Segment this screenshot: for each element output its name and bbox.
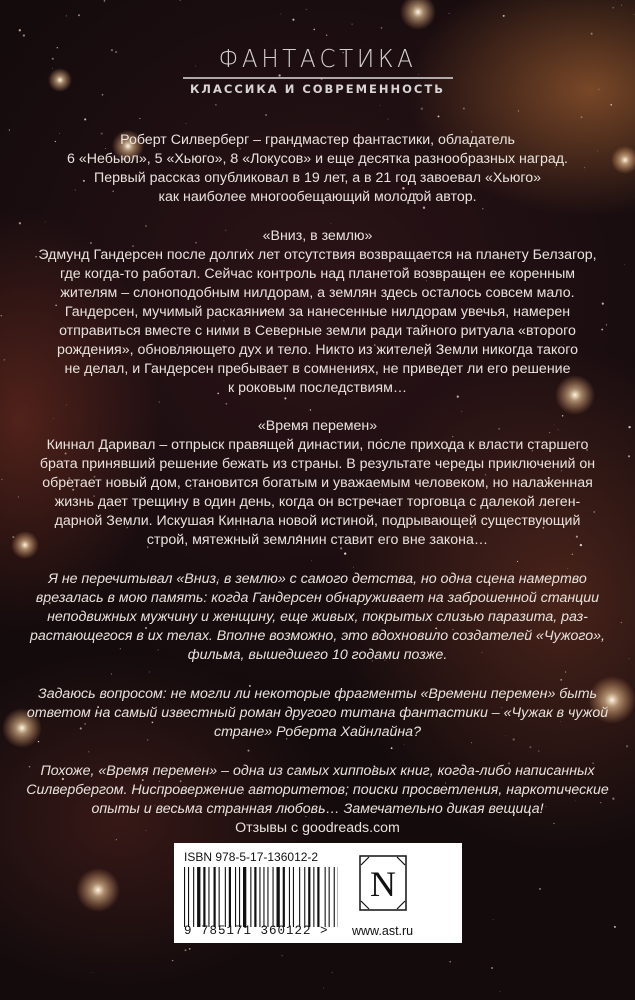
book2-title: «Время перемен» bbox=[257, 418, 378, 434]
book2-annotation bbox=[10, 417, 625, 550]
review-line: Похоже, «Время перемен» – одна из самых хипповых книг, когда-либо написанных bbox=[40, 763, 595, 779]
review-quote-1 bbox=[10, 570, 625, 665]
series-header bbox=[0, 44, 635, 96]
series-subtitle: КЛАССИКА И СОВРЕМЕННОСТЬ bbox=[190, 82, 445, 96]
series-title: ФАНТАСТИКА bbox=[218, 44, 417, 73]
book2-line: строй, мятежный землянин ставит его вне закона… bbox=[146, 532, 489, 548]
review-line: Я не перечитывал «Вниз, в землю» с самого детства, но одна сцена намертво bbox=[48, 571, 587, 587]
book2-line: Киннал Даривал – отпрыск правящей династии, после прихода к власти старшего bbox=[46, 437, 589, 453]
book1-line: отправиться вместе с ними в Северные земли ради тайного ритуала «второго bbox=[59, 323, 576, 339]
book1-line: где когда-то работал. Сейчас контроль над планетой возвращен ее коренным bbox=[59, 266, 576, 282]
book1-line: жителям – слоноподобным нилдорам, а землян здесь осталось совсем мало. bbox=[60, 285, 575, 301]
barcode-digits: 9 785171 360122 > bbox=[184, 924, 329, 938]
review-line: Силвербергом. Ниспровержение авторитетов; поиски просветления, наркотические bbox=[26, 782, 609, 798]
isbn-number: ISBN 978-5-17-136012-2 bbox=[184, 850, 319, 864]
review-line: неподвижных мужчину и женщину, еще живых, покрытых слизью паразита, раз- bbox=[47, 609, 588, 625]
intro-line: Роберт Силверберг – грандмастер фантастики, обладатель bbox=[120, 132, 515, 148]
publisher-logo bbox=[359, 855, 407, 911]
review-line: Задаюсь вопросом: не могли ли некоторые фрагменты «Времени перемен» быть bbox=[37, 686, 598, 702]
book2-line: обретает новый дом, становится богатым и уважаемым человеком, но налаженная bbox=[42, 475, 593, 491]
review-quote-3 bbox=[10, 762, 625, 838]
back-cover-text bbox=[10, 131, 625, 838]
author-intro bbox=[10, 131, 625, 207]
book1-line: рождения», обновляющего дух и тело. Никто из жителей Земли никогда такого bbox=[57, 342, 578, 358]
barcode-panel bbox=[174, 843, 462, 943]
review-line: опыты и весьма странная любовь… Замечательно дикая вещица! bbox=[91, 801, 544, 817]
review-line: врезалась в мою память: когда Гандерсен обнаруживает на заброшенной станции bbox=[35, 590, 600, 606]
publisher-website: www.ast.ru bbox=[352, 924, 414, 938]
reviews-source: Отзывы с goodreads.com bbox=[235, 820, 400, 836]
barcode-icon bbox=[184, 867, 338, 927]
publisher-logo-letter: N bbox=[370, 864, 396, 904]
book2-line: жизнь дает трещину в один день, когда он встречает торговца с далекой леген- bbox=[54, 494, 581, 510]
book1-line: не делал, и Гандерсен пребывает в сомнениях, не приведет ли его решение bbox=[64, 361, 571, 377]
review-line: растающегося в их телах. Вполне возможно, это вдохновило создателей «Чужого», bbox=[30, 628, 605, 644]
book2-line: дарной Земли. Искушая Киннала новой истиной, подрывающей существующий bbox=[54, 513, 581, 529]
book1-line: к роковым последствиям… bbox=[227, 380, 408, 396]
intro-line: как наиболее многообещающий молодой автор. bbox=[158, 189, 477, 205]
review-quote-2 bbox=[10, 685, 625, 742]
book1-title: «Вниз, в землю» bbox=[262, 228, 373, 244]
intro-line: Первый рассказ опубликовал в 19 лет, а в 21 год завоевал «Хьюго» bbox=[94, 170, 541, 186]
book1-annotation bbox=[10, 227, 625, 398]
book2-line: брата принявший решение бежать из страны. В результате череды приключений он bbox=[39, 456, 596, 472]
book1-line: Эдмунд Гандерсен после долгих лет отсутствия возвращается на планету Белзагор, bbox=[38, 247, 597, 263]
review-line: стране» Роберта Хайнлайна? bbox=[214, 724, 421, 740]
review-line: фильма, вышедшего 10 годами позже. bbox=[187, 647, 448, 663]
intro-line: 6 «Небьюл», 5 «Хьюго», 8 «Локусов» и еще десятка разнообразных наград. bbox=[67, 151, 568, 167]
series-divider bbox=[183, 77, 453, 79]
review-line: ответом на самый известный роман другого титана фантастики – «Чужак в чужой bbox=[26, 705, 609, 721]
book1-line: Гандерсен, мучимый раскаянием за нанесенные нилдорам увечья, намерен bbox=[64, 304, 571, 320]
